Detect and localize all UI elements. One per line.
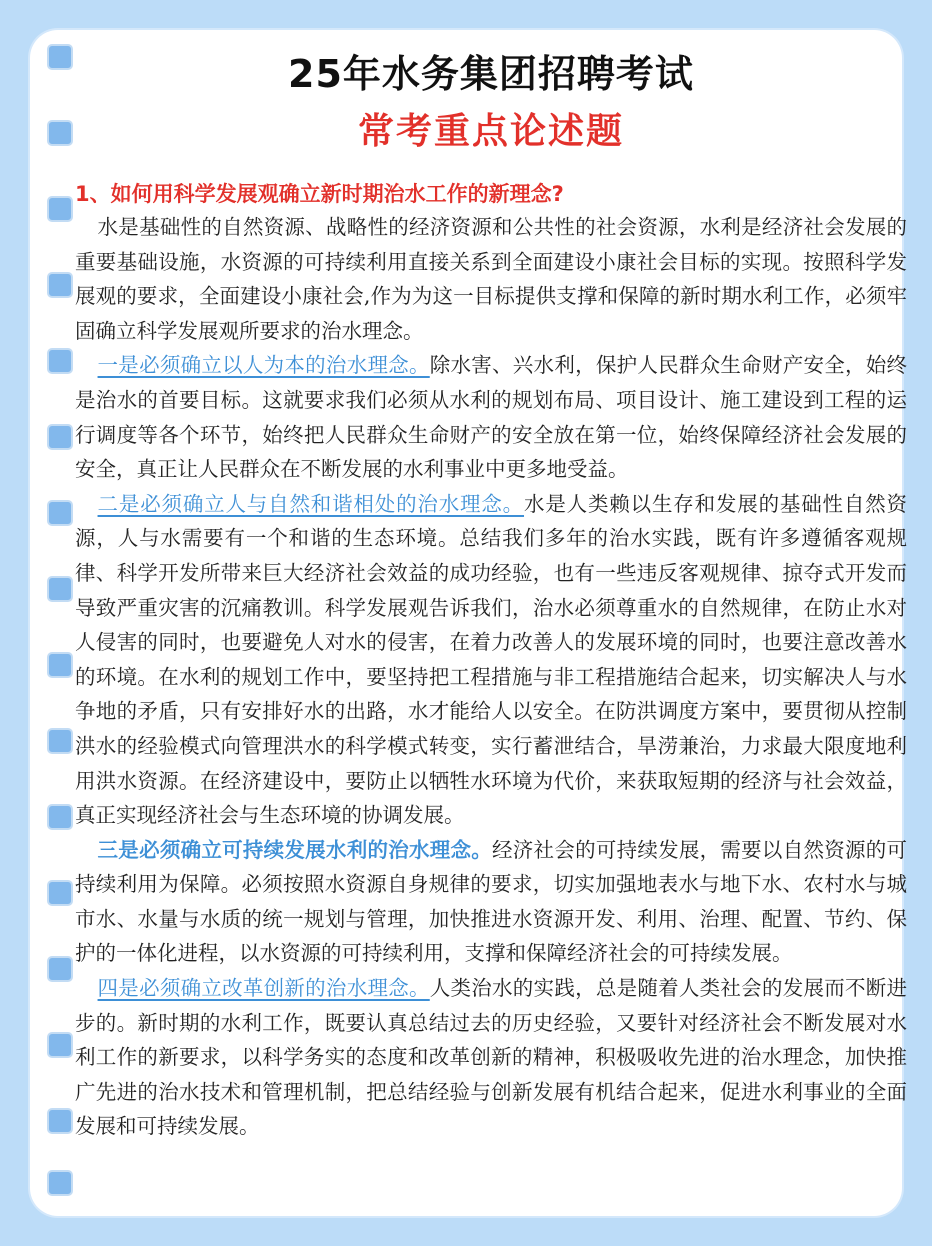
binder-ring [47, 576, 73, 602]
binder-ring [47, 1108, 73, 1134]
binder-ring [47, 500, 73, 526]
binder-ring [47, 44, 73, 70]
point-3-body: 经济社会的可持续发展，需要以自然资源的可持续利用为保障。必须按照水资源自身规律的要求，切实加强地表水与地下水、农村水与城市水、水量与水质的统一规划与管理，加快推进水资源开发、利用、治理、配置、节约、保护的一体化进程，以水资源的可持续利用，支撑和保障经济社会的可持续发展。 [75, 837, 908, 966]
binder-ring [47, 956, 73, 982]
binder-ring [47, 1032, 73, 1058]
point-4-body: 人类治水的实践，总是随着人类社会的发展而不断进步的。新时期的水利工作，既要认真总结过去的历史经验，又要针对经济社会不断发展对水利工作的新要求，以科学务实的态度和改革创新的精神，积极吸收先进的治水理念，加快推广先进的治水技术和管理机制，把总结经验与创新发展有机结合起来，促进水利事业的全面发展和可持续发展。 [75, 976, 908, 1139]
binder-ring [47, 1170, 73, 1196]
intro-paragraph: 水是基础性的自然资源、战略性的经济资源和公共性的社会资源，水利是经济社会发展的重要基础设施，水资源的可持续利用直接关系到全面建设小康社会目标的实现。按照科学发展观的要求，全面建设小康社会,作为为这一目标提供支撑和保障的新时期水利工作，必须牢固确立科学发展观所要求的治水理念。 [75, 215, 907, 343]
question-heading: 1、如何用科学发展观确立新时期治水工作的新理念? [75, 182, 564, 206]
binder-ring [47, 120, 73, 146]
point-4-paragraph [75, 971, 907, 1144]
binder-ring [47, 728, 73, 754]
binder-ring [47, 804, 73, 830]
point-2-body: 水是人类赖以生存和发展的基础性自然资源，人与水需要有一个和谐的生态环境。总结我们多年的治水实践，既有许多遵循客观规律、科学开发所带来巨大经济社会效益的成功经验，也有一些违反客观规律、掠夺式开发而导致严重灾害的沉痛教训。科学发展观告诉我们，治水必须尊重水的自然规律，在防止水对人侵害的同时，也要避免人对水的侵害，在着力改善人的发展环境的同时，也要注意改善水的环境。在水利的规划工作中，要坚持把工程措施与非工程措施结合起来，切实解决人与水争地的矛盾，只有安排好水的出路，水才能给人以安全。在防洪调度方案中，要贯彻从控制洪水的经验模式向管理洪水的科学模式转变，实行蓄泄结合，旱涝兼治，力求最大限度地利用洪水资源。在经济建设中，要防止以牺牲水环境为代价，来获取短期的经济与社会效益，真正实现经济社会与生态环境的协调发展。 [75, 491, 908, 828]
document-body [75, 48, 907, 1144]
binder-ring [47, 880, 73, 906]
point-2-heading: 二是必须确立人与自然和谐相处的治水理念。 [97, 491, 525, 516]
page-title: 25年水务集团招聘考试 [288, 52, 694, 96]
page-subtitle: 常考重点论述题 [357, 111, 624, 152]
point-1-body: 除水害、兴水利，保护人民群众生命财产安全，始终是治水的首要目标。这就要求我们必须从水利的规划布局、项目设计、施工建设到工程的运行调度等各个环节，始终把人民群众生命财产的安全放在第一位，始终保障经济社会发展的安全，真正让人民群众在不断发展的水利事业中更多地受益。 [75, 353, 908, 482]
binder-ring [47, 348, 73, 374]
point-4-heading: 四是必须确立改革创新的治水理念。 [97, 976, 430, 1001]
point-3-heading: 三是必须确立可持续发展水利的治水理念。 [97, 837, 493, 862]
point-1-heading: 一是必须确立以人为本的治水理念。 [97, 353, 430, 378]
binder-ring [47, 196, 73, 222]
binder-ring [47, 424, 73, 450]
point-2-paragraph [75, 487, 907, 833]
point-1-paragraph [75, 348, 907, 486]
point-3-paragraph [75, 833, 907, 971]
binder-ring [47, 272, 73, 298]
binder-ring [47, 652, 73, 678]
